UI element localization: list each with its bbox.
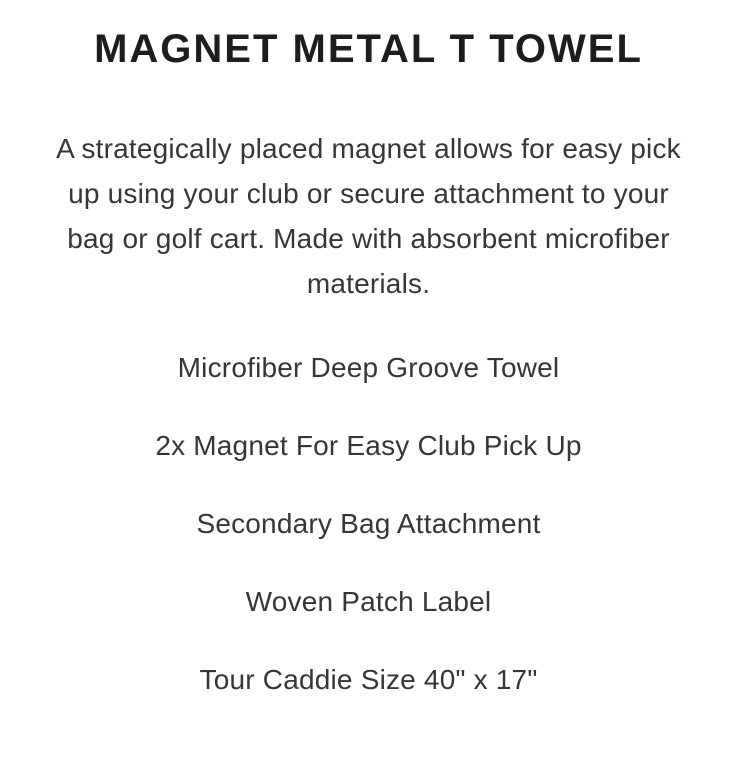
feature-item-size: Tour Caddie Size 40" x 17" [199,664,538,695]
feature-item-magnet: 2x Magnet For Easy Club Pick Up [155,430,582,461]
feature-item-towel-material: Microfiber Deep Groove Towel [177,352,560,383]
product-title: MAGNET METAL T TOWEL [94,27,643,71]
product-description-text: A strategically placed magnet allows for easy pick up using your club or secure attachment to your bag or golf cart. Made with absorbent microfiber materials. [56,133,681,299]
feature-item-patch-label: Woven Patch Label [245,586,492,617]
feature-list [0,353,737,695]
feature-item-bag-attachment: Secondary Bag Attachment [196,508,541,539]
